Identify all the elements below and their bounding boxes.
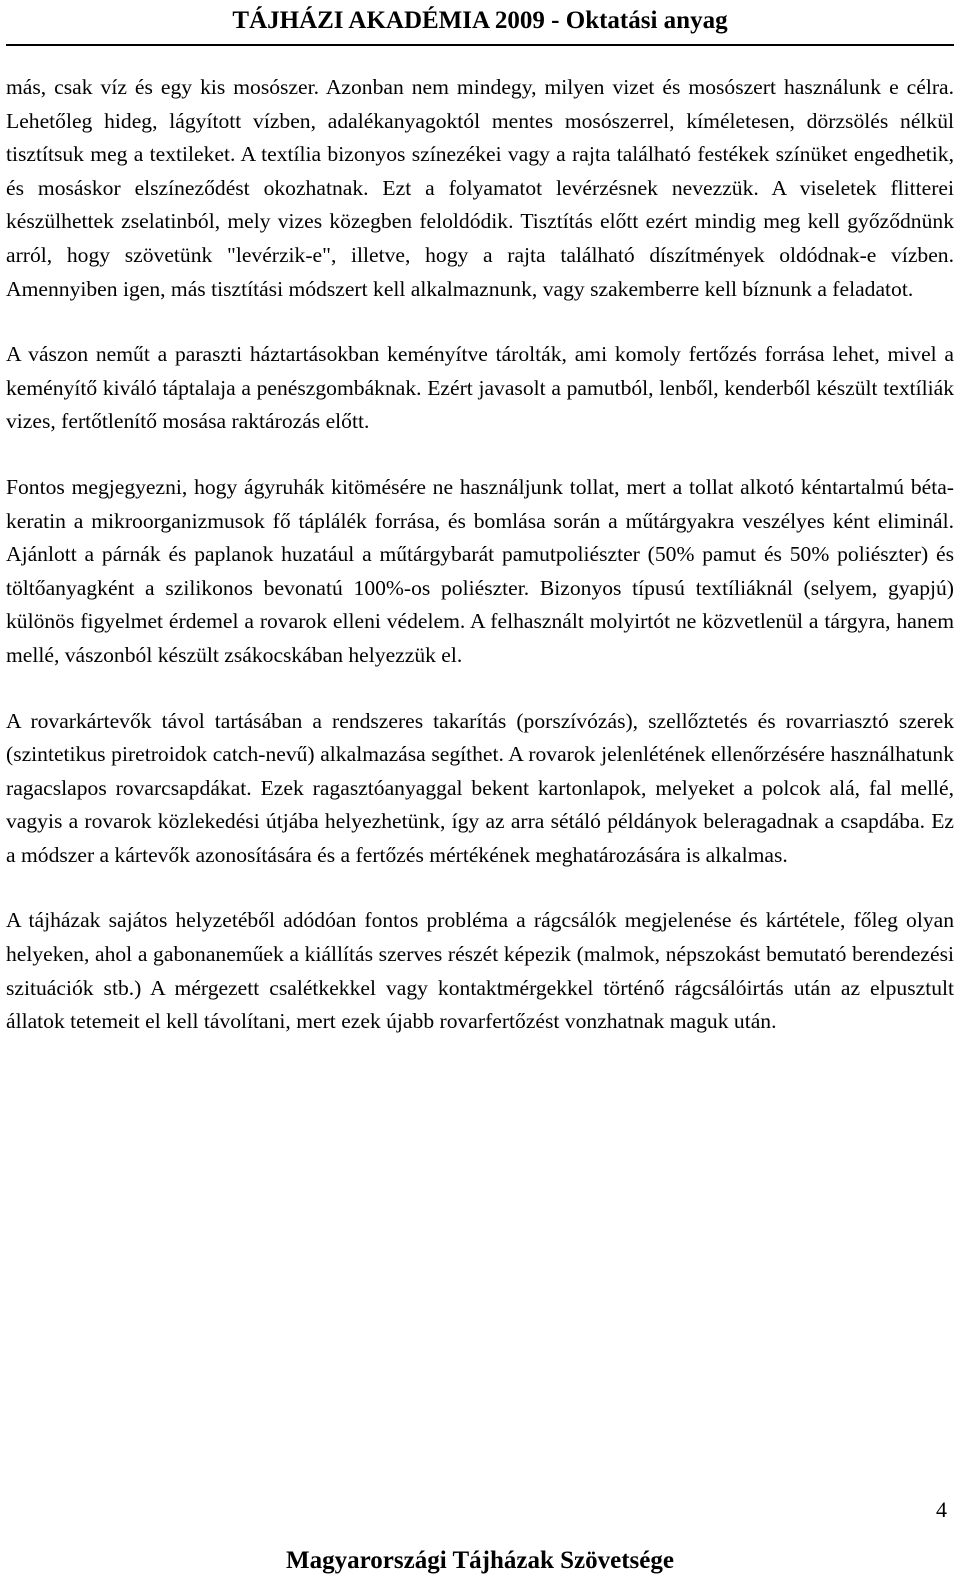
page-header: TÁJHÁZI AKADÉMIA 2009 - Oktatási anyag	[232, 7, 728, 34]
page-number: 4	[936, 1497, 947, 1522]
body-paragraph: A vászon neműt a paraszti háztartásokban keményítve tárolták, ami komoly fertőzés forrása lehet, mivel a keményítő kiváló táptalaja a penészgombáknak. Ezért javasolt a pamutból, lenből, kenderből készült textíliák vizes, fertőtlenítő mosása raktározás előtt.	[6, 342, 954, 434]
body-paragraph: A rovarkártevők távol tartásában a rendszeres takarítás (porszívózás), szellőztetés és rovarriasztó szerek (szintetikus piretroidok catch-nevű) alkalmazása segíthet. A rovarok jelenlétének ellenőrzésére használhatunk ragacslapos rovarcsapdákat. Ezek ragasztóanyaggal bekent kartonlapok, melyeket a polcok alá, fal mellé, vagyis a rovarok közlekedési útjába helyezhetünk, így az arra sétáló példányok beleragadnak a csapdába. Ez a módszer a kártevők azonosítására és a fertőzés mértékének meghatározására is alkalmas.	[6, 708, 954, 867]
body-paragraph: más, csak víz és egy kis mosószer. Azonban nem mindegy, milyen vizet és mosószert használunk e célra. Lehetőleg hideg, lágyított vízben, adalékanyagoktól mentes mosószerrel, kíméletesen, dörzsölés nélkül tisztítsuk meg a textileket. A textília bizonyos színezékei vagy a rajta található festékek színüket engedhetik, és mosáskor elszíneződést okozhatnak. Ezt a folyamatot levérzésnek nevezzük. A viseletek flitterei készülhettek zselatinból, mely vizes közegben feloldódik. Tisztítás előtt ezért mindig meg kell győződnünk arról, hogy szövetünk "levérzik-e", illetve, hogy a rajta található díszítmények oldódnak-e vízben. Amennyiben igen, más tisztítási módszert kell alkalmaznunk, vagy szakemberre kell bíznunk a feladatot.	[6, 75, 954, 301]
body-paragraph: Fontos megjegyezni, hogy ágyruhák kitömésére ne használjunk tollat, mert a tollat alkotó kéntartalmú béta-keratin a mikroorganizmusok fő táplálék forrása, és bomlása során a műtárgyakra veszélyes ként eliminál. Ajánlott a párnák és paplanok huzatául a műtárgybarát pamutpoliészter (50% pamut és 50% poliészter) és töltőanyagként a szilikonos bevonatú 100%-os poliészter. Bizonyos típusú textíliáknál (selyem, gyapjú) különös figyelmet érdemel a rovarok elleni védelem. A felhasznált molyirtót ne közvetlenül a tárgyra, hanem mellé, vászonból készült zsákocskában helyezzük el.	[6, 474, 954, 667]
body-paragraph: A tájházak sajátos helyzetéből adódóan fontos probléma a rágcsálók megjelenése és kártétele, főleg olyan helyeken, ahol a gabonaneműek a kiállítás szerves részét képezik (malmok, népszokást bemutató berendezési szituációk stb.) A mérgezett csalétkekkel vagy kontaktmérgekkel történő rágcsálóirtás után az elpusztult állatok tetemeit el kell távolítani, mert ezek újabb rovarfertőzést vonzhatnak maguk után.	[6, 908, 954, 1034]
document-body	[6, 71, 954, 1071]
header-divider	[6, 44, 954, 46]
page-footer: Magyarországi Tájházak Szövetsége	[286, 1547, 674, 1574]
